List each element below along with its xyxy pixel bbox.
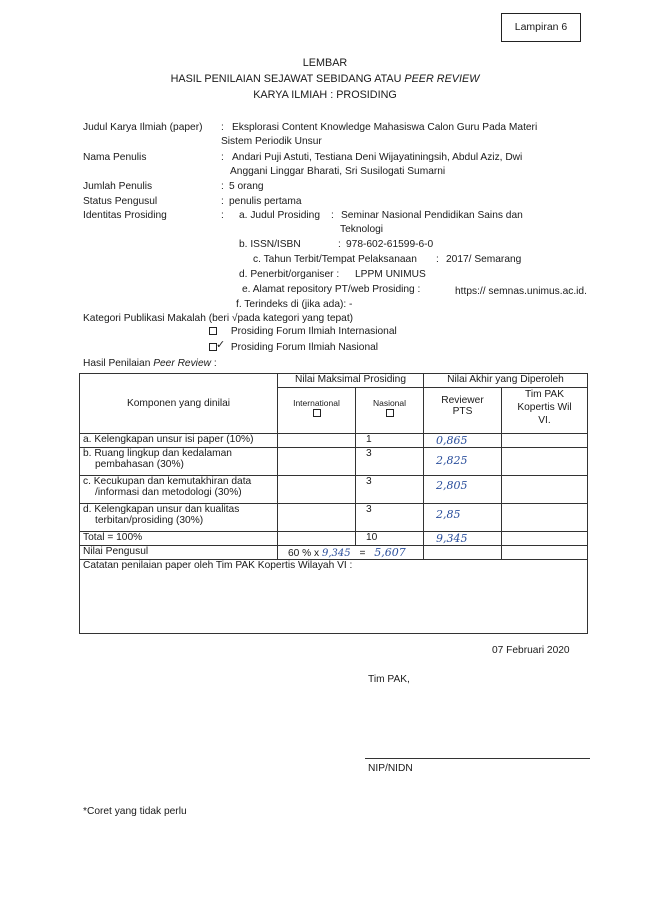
judul-prosiding-label: a. Judul Prosiding: [239, 210, 320, 221]
colon: :: [221, 181, 224, 192]
nip-label: NIP/NIDN: [368, 763, 413, 774]
title-peer-review: PEER REVIEW: [404, 73, 480, 85]
international-cell: [278, 388, 356, 434]
hasil-label-italic: Peer Review: [153, 358, 211, 369]
row-a-label: a. Kelengkapan unsur isi paper (10%): [80, 434, 278, 448]
formula-eq: =: [359, 548, 366, 559]
row-b-label-1: b. Ruang lingkup dan kedalaman: [83, 448, 232, 459]
doc-title-karya: KARYA ILMIAH : PROSIDING: [253, 89, 397, 101]
check-mark-icon: ✓: [216, 339, 226, 351]
penerbit-label: d. Penerbit/organiser :: [239, 269, 340, 280]
colon: :: [338, 239, 341, 250]
row-b-reviewer: 2,825: [424, 448, 502, 476]
total-timpak: [502, 532, 588, 546]
date: 07 Februari 2020: [492, 645, 570, 656]
colon: :: [331, 210, 334, 221]
row-a-nasional: 1: [356, 434, 424, 448]
colon: :: [436, 254, 439, 265]
catatan-text: Catatan penilaian paper oleh Tim PAK Kopertis Wilayah VI :: [80, 560, 588, 634]
hasil-label-text: Hasil Penilaian: [83, 358, 154, 369]
terindeks-label: f. Terindeks di (jika ada): -: [236, 299, 353, 310]
kategori-internasional-label: Prosiding Forum Ilmiah Internasional: [230, 326, 397, 337]
row-d-reviewer: 2,85: [424, 504, 502, 532]
tahun-label: c. Tahun Terbit/Tempat Pelaksanaan: [253, 254, 417, 265]
doc-title-lembar: LEMBAR: [302, 57, 348, 69]
judul-prosiding-value-2: Teknologi: [340, 224, 384, 235]
issn-label: b. ISSN/ISBN: [239, 239, 301, 250]
judul-label: Judul Karya Ilmiah (paper): [83, 122, 203, 133]
row-a-reviewer: 0,865: [424, 434, 502, 448]
row-d-label-1: d. Kelengkapan unsur dan kualitas: [83, 504, 240, 515]
nilai-pengusul-label: Nilai Pengusul: [80, 546, 278, 560]
catatan-row: [80, 560, 588, 634]
judul-prosiding-value-1: Seminar Nasional Pendidikan Sains dan: [341, 210, 523, 221]
komponen-header: Komponen yang dinilai: [80, 374, 278, 434]
tim-pak-signature-label: Tim PAK,: [368, 674, 410, 685]
row-c-timpak: [502, 476, 588, 504]
total-international: [278, 532, 356, 546]
checkbox-internasional[interactable]: [209, 327, 217, 335]
penerbit-value: LPPM UNIMUS: [355, 269, 426, 280]
row-d-label-2: terbitan/prosiding (30%): [95, 515, 204, 526]
row-c-label-1: c. Kecukupan dan kemutakhiran data: [83, 476, 252, 487]
nilai-akhir-header: Nilai Akhir yang Diperoleh: [424, 374, 588, 388]
row-b-international: [278, 448, 356, 476]
title-hasil-text: HASIL PENILAIAN SEJAWAT SEBIDANG ATAU: [170, 73, 405, 85]
total-row: [80, 532, 588, 546]
nasional-label: Nasional: [372, 398, 407, 408]
row-c-international: [278, 476, 356, 504]
kategori-option-nasional[interactable]: [209, 342, 378, 353]
tim-pak-line-1: Tim PAK: [524, 389, 565, 400]
nilai-pengusul-row: [80, 546, 588, 560]
nilai-pengusul-timpak: [502, 546, 588, 560]
total-label: Total = 100%: [80, 532, 278, 546]
row-d-timpak: [502, 504, 588, 532]
tahun-value: 2017/ Semarang: [446, 254, 522, 265]
repository-value: https:// semnas.unimus.ac.id.: [455, 286, 587, 297]
review-table: [79, 373, 588, 634]
doc-title-hasil: [0, 73, 650, 85]
hasil-label-suffix: :: [210, 358, 217, 369]
issn-value: 978-602-61599-6-0: [346, 239, 434, 250]
row-c-label-2: /informasi dan metodologi (30%): [95, 487, 242, 498]
identitas-label: Identitas Prosiding: [83, 210, 167, 221]
row-c-reviewer: 2,805: [424, 476, 502, 504]
reviewer-pts-header: Reviewer PTS: [424, 388, 502, 434]
tim-pak-line-3: VI.: [538, 415, 551, 426]
total-reviewer: 9,345: [424, 532, 502, 546]
table-row: [80, 504, 588, 532]
colon: :: [221, 196, 224, 207]
kategori-nasional-label: Prosiding Forum Ilmiah Nasional: [230, 342, 379, 353]
signature-line: [365, 758, 590, 759]
colon: :: [221, 210, 224, 221]
footnote: *Coret yang tidak perlu: [83, 806, 187, 817]
international-label: International: [293, 398, 340, 408]
kategori-label: Kategori Publikasi Makalah (beri √pada kategori yang tepat): [83, 313, 354, 324]
row-a-timpak: [502, 434, 588, 448]
nilai-pengusul-formula: [278, 546, 424, 560]
status-label: Status Pengusul: [83, 196, 158, 207]
jumlah-value: 5 orang: [229, 181, 264, 192]
checkbox-international-col[interactable]: [313, 409, 321, 417]
checkbox-nasional-col[interactable]: [386, 409, 394, 417]
row-d-nasional: 3: [356, 504, 424, 532]
judul-value-2: Sistem Periodik Unsur: [221, 136, 322, 147]
penulis-value-1: Andari Puji Astuti, Testiana Deni Wijayatiningsih, Abdul Aziz, Dwi: [232, 152, 523, 163]
table-row: [80, 448, 588, 476]
table-row: [80, 434, 588, 448]
kategori-option-internasional[interactable]: [209, 326, 397, 337]
table-row: [80, 476, 588, 504]
nilai-pengusul-reviewer: [424, 546, 502, 560]
row-d-label: [80, 504, 278, 532]
total-nasional: 10: [356, 532, 424, 546]
penulis-value-2: Anggani Linggar Bharati, Sri Susilogati Sumarni: [230, 166, 446, 177]
row-d-international: [278, 504, 356, 532]
tim-pak-header: [502, 388, 588, 434]
row-b-timpak: [502, 448, 588, 476]
nasional-cell: [356, 388, 424, 434]
status-value: penulis pertama: [229, 196, 302, 207]
row-b-nasional: 3: [356, 448, 424, 476]
row-b-label-2: pembahasan (30%): [95, 459, 184, 470]
formula-result: 5,607: [374, 546, 406, 559]
hasil-label: [83, 358, 217, 369]
row-a-international: [278, 434, 356, 448]
penulis-label: Nama Penulis: [83, 152, 147, 163]
nilai-maks-header: Nilai Maksimal Prosiding: [278, 374, 424, 388]
repository-label: e. Alamat repository PT/web Prosiding :: [242, 284, 421, 295]
row-b-label: [80, 448, 278, 476]
judul-value-1: Eksplorasi Content Knowledge Mahasiswa Calon Guru Pada Materi: [232, 122, 538, 133]
jumlah-label: Jumlah Penulis: [83, 181, 153, 192]
formula-hand-value: 9,345: [322, 548, 351, 559]
formula-text: 60 % x: [288, 548, 320, 559]
row-c-nasional: 3: [356, 476, 424, 504]
colon: :: [221, 122, 224, 133]
tim-pak-line-2: Kopertis Wil: [517, 402, 572, 413]
lampiran-box: Lampiran 6: [501, 13, 581, 42]
row-c-label: [80, 476, 278, 504]
colon: :: [221, 152, 224, 163]
